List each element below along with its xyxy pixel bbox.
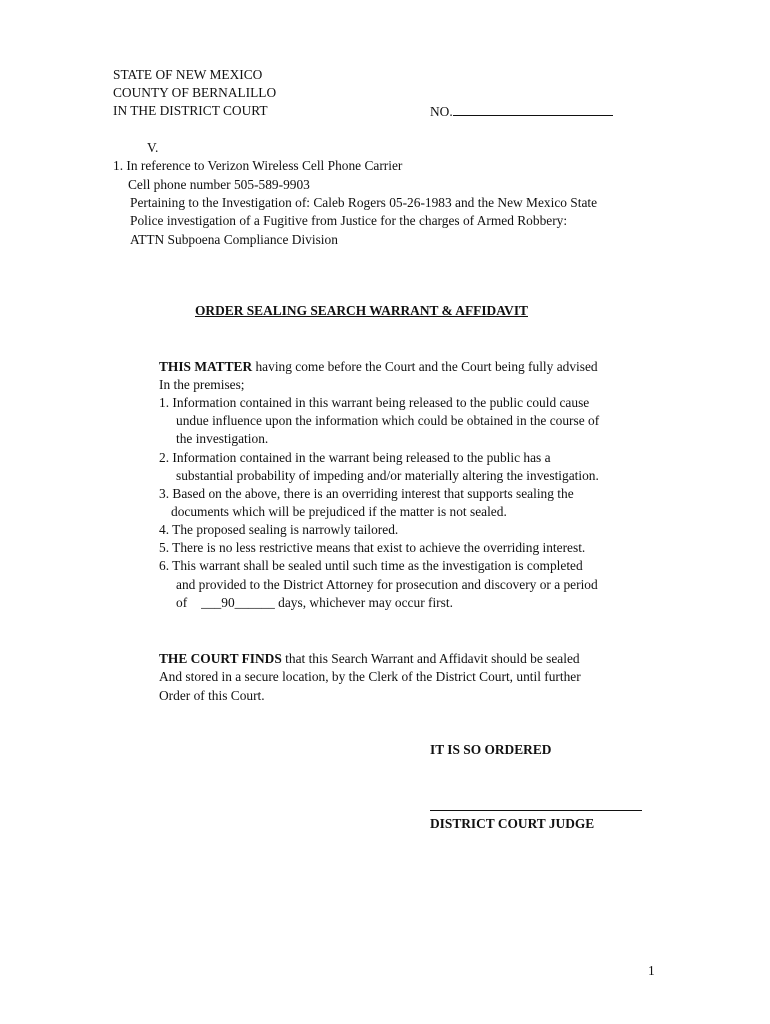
matter-item-6a: 6. This warrant shall be sealed until such time as the investigation is completed bbox=[159, 558, 583, 573]
party-line-3: Pertaining to the Investigation of: Caleb Rogers 05-26-1983 and the New Mexico State bbox=[130, 195, 598, 210]
judge-signature-label: DISTRICT COURT JUDGE bbox=[430, 816, 595, 831]
so-ordered: IT IS SO ORDERED bbox=[430, 742, 552, 757]
period-days-blank: ___90______ bbox=[201, 595, 275, 610]
period-suffix: days, whichever may occur first. bbox=[274, 595, 453, 610]
matter-lead bbox=[159, 358, 598, 376]
party-line-2: Cell phone number 505-589-9903 bbox=[128, 177, 310, 192]
matter-line-2: In the premises; bbox=[159, 377, 245, 392]
order-title: ORDER SEALING SEARCH WARRANT & AFFIDAVIT bbox=[195, 303, 528, 318]
matter-item-3a: 3. Based on the above, there is an overriding interest that supports sealing the bbox=[159, 486, 574, 501]
court-heading: IN THE DISTRICT COURT bbox=[113, 103, 268, 118]
party-line-1: 1. In reference to Verizon Wireless Cell Phone Carrier bbox=[113, 158, 403, 173]
matter-item-2a: 2. Information contained in the warrant being released to the public has a bbox=[159, 450, 551, 465]
matter-lead-rest: having come before the Court and the Court being fully advised bbox=[252, 359, 598, 374]
signature-line bbox=[430, 810, 642, 811]
matter-item-6c bbox=[176, 594, 453, 612]
matter-item-4: 4. The proposed sealing is narrowly tailored. bbox=[159, 522, 399, 537]
party-line-5: ATTN Subpoena Compliance Division bbox=[130, 232, 338, 247]
findings-lead-bold: THE COURT FINDS bbox=[159, 651, 282, 666]
matter-lead-bold: THIS MATTER bbox=[159, 359, 253, 374]
party-line-4: Police investigation of a Fugitive from Justice for the charges of Armed Robbery: bbox=[130, 213, 568, 228]
case-number bbox=[430, 102, 613, 121]
period-prefix: of bbox=[176, 595, 188, 610]
matter-item-1a: 1. Information contained in this warrant being released to the public could cause bbox=[159, 395, 590, 410]
matter-item-6b: and provided to the District Attorney for prosecution and discovery or a period bbox=[176, 577, 598, 592]
page-number: 1 bbox=[648, 963, 655, 978]
county-heading: COUNTY OF BERNALILLO bbox=[113, 85, 277, 100]
state-heading: STATE OF NEW MEXICO bbox=[113, 67, 263, 82]
versus-label: V. bbox=[147, 140, 159, 155]
case-number-blank bbox=[453, 102, 613, 116]
matter-item-3b: documents which will be prejudiced if the matter is not sealed. bbox=[171, 504, 507, 519]
findings-line-2: And stored in a secure location, by the Clerk of the District Court, until further bbox=[159, 669, 581, 684]
matter-item-5: 5. There is no less restrictive means that exist to achieve the overriding interest. bbox=[159, 540, 586, 555]
findings-line-3: Order of this Court. bbox=[159, 688, 265, 703]
findings-lead bbox=[159, 650, 580, 668]
matter-item-2b: substantial probability of impeding and/or materially altering the investigation. bbox=[176, 468, 599, 483]
matter-item-1c: the investigation. bbox=[176, 431, 269, 446]
findings-lead-rest: that this Search Warrant and Affidavit should be sealed bbox=[281, 651, 580, 666]
matter-item-1b: undue influence upon the information which could be obtained in the course of bbox=[176, 413, 600, 428]
case-number-label: NO. bbox=[430, 104, 453, 119]
